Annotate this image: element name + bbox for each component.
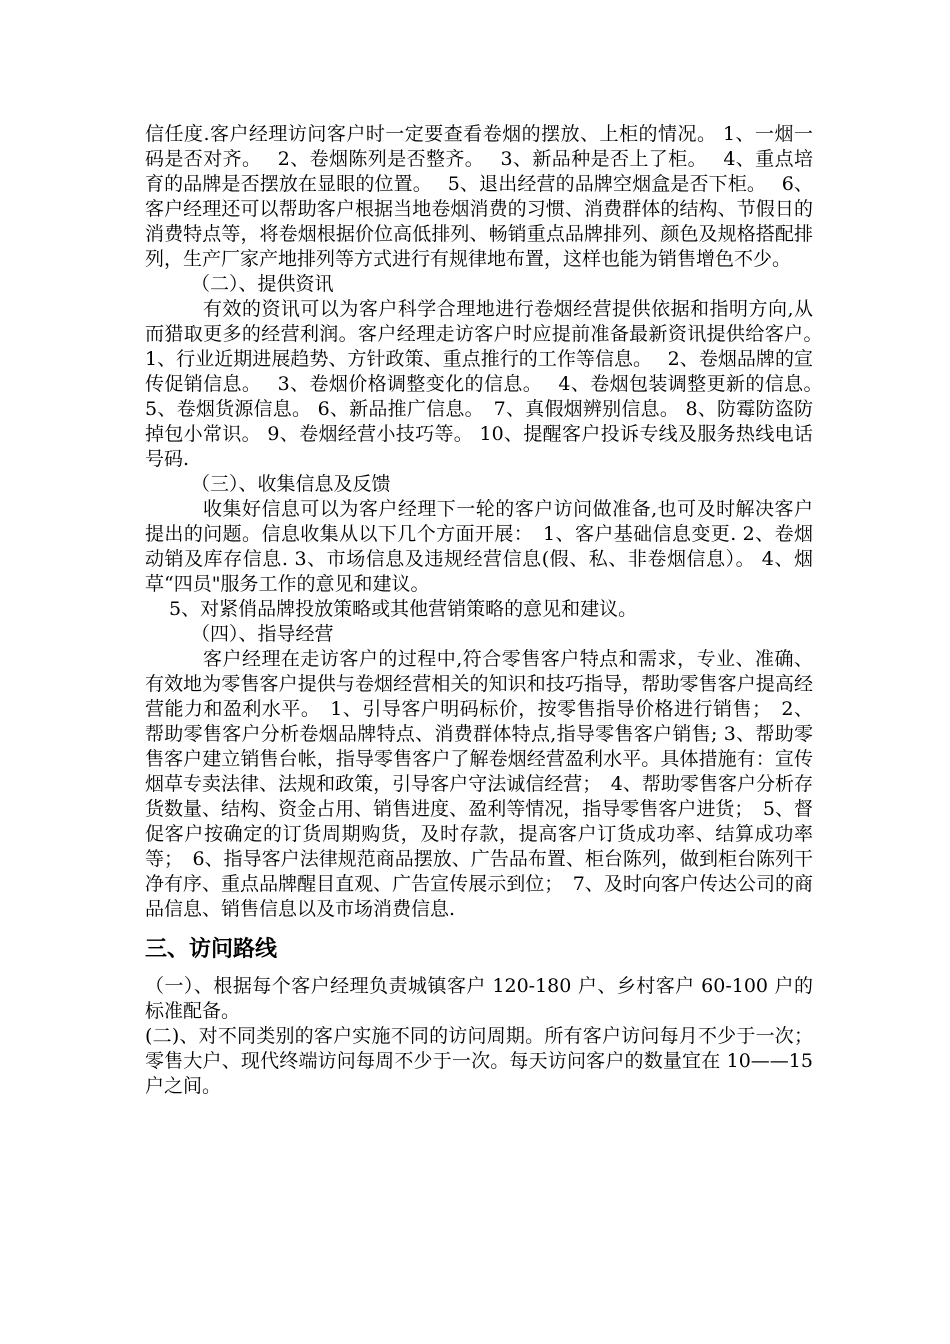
paragraph-route-staffing: （一）、根据每个客户经理负责城镇客户 120-180 户、乡村客户 60-100 户的标准配备。 [145, 975, 813, 1022]
subheading-provide-information: （二）、提供资讯 [191, 273, 334, 295]
paragraph-collect-feedback: 收集好信息可以为客户经理下一轮的客户访问做准备,也可及时解决客户提出的问题。信息收集从以下几个方面开展： 1、客户基础信息变更. 2、卷烟动销及库存信息. 3、市场信息及违规经营信息(假、私、非卷烟信息）。 4、烟草“四员"服务工作的意见和建议。 [145, 498, 813, 595]
subheading-collect-feedback: （三）、收集信息及反馈 [191, 473, 391, 495]
document-page [145, 122, 839, 1099]
paragraph-collect-feedback-item5: 5、对紧俏品牌投放策略或其他营销策略的意见和建议。 [169, 598, 638, 620]
paragraph-guide-operations: 客户经理在走访客户的过程中,符合零售客户特点和需求，专业、准确、有效地为零售客户提供与卷烟经营相关的知识和技巧指导，帮助零售客户提高经营能力和盈利水平。 1、引导客户明码标价，按零售指导价格进行销售； 2、帮助零售客户分析卷烟品牌特点、消费群体特点,指导零售客户销售; 3、帮助零售客户建立销售台帐，指导零售客户了解卷烟经营盈利水平。具体措施有：宣传烟草专卖法律、法规和政策，引导客户守法诚信经营； 4、帮助零售客户分析存货数量、结构、资金占用、销售进度、盈利等情况，指导零售客户进货； 5、督促客户按确定的订货周期购货，及时存款，提高客户订货成功率、结算成功率等； 6、指导客户法律规范商品摆放、广告品布置、柜台陈列，做到柜台陈列干净有序、重点品牌醒目直观、广告宣传展示到位； 7、及时向客户传达公司的商品信息、销售信息以及市场消费信息. [145, 648, 813, 920]
section-heading-visit-route: 三、访问路线 [145, 937, 278, 962]
subheading-guide-operations: （四）、指导经营 [191, 623, 334, 645]
paragraph-route-visit-frequency: (二)、对不同类别的客户实施不同的访问周期。所有客户访问每月不少于一次；零售大户、现代终端访问每周不少于一次。每天访问客户的数量宜在 10——15 户之间。 [145, 1025, 813, 1097]
paragraph-display-checks: 信任度.客户经理访问客户时一定要查看卷烟的摆放、上柜的情况。 1、一烟一码是否对齐。 2、卷烟陈列是否整齐。 3、新品种是否上了柜。 4、重点培育的品牌是否摆放在显眼的位置。 5、退出经营的品牌空烟盒是否下柜。 6、客户经理还可以帮助客户根据当地卷烟消费的习惯、消费群体的结构、节假日的消费特点等，将卷烟根据价位高低排列、畅销重点品牌排列、颜色及规格搭配排列，生产厂家产地排列等方式进行有规律地布置，这样也能为销售增色不少。 [145, 123, 813, 270]
paragraph-provide-information: 有效的资讯可以为客户科学合理地进行卷烟经营提供依据和指明方向,从而猎取更多的经营利润。客户经理走访客户时应提前准备最新资讯提供给客户。 1、行业近期进展趋势、方针政策、重点推行的工作等信息。 2、卷烟品牌的宣传促销信息。 3、卷烟价格调整变化的信息。 4、卷烟包装调整更新的信息。 5、卷烟货源信息。 6、新品推广信息。 7、真假烟辨别信息。 8、防霉防盗防掉包小常识。 9、卷烟经营小技巧等。 10、提醒客户投诉专线及服务热线电话号码. [145, 298, 839, 470]
